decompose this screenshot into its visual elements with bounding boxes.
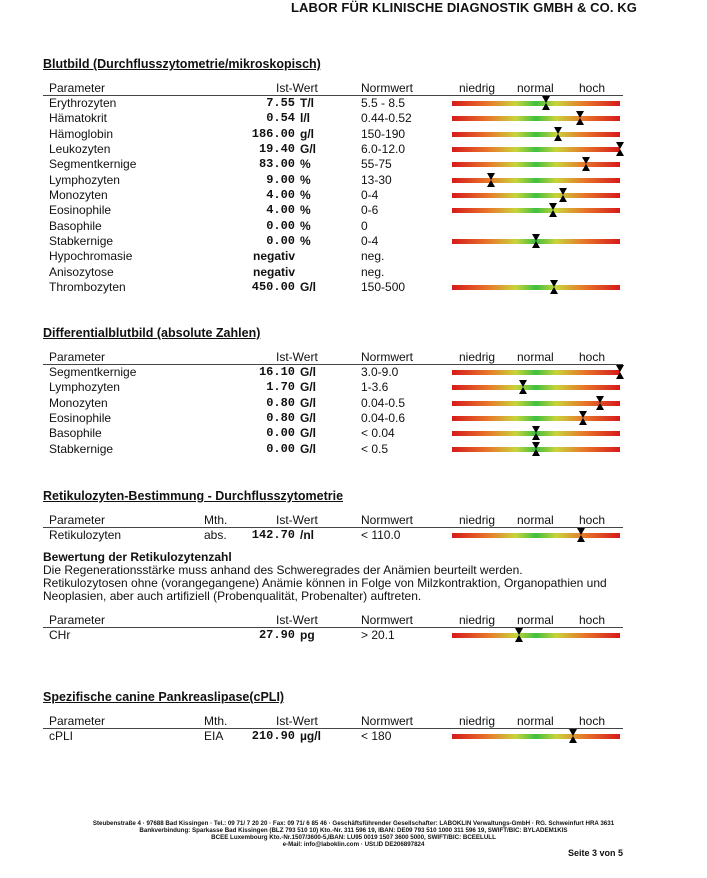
range-marker-icon <box>577 528 585 542</box>
result-unit: pg <box>300 628 315 642</box>
column-header-norm: Normwert <box>361 513 414 527</box>
parameter-name: Segmentkernige <box>49 157 137 172</box>
parameter-name: Basophile <box>49 218 102 233</box>
table-row <box>0 111 707 126</box>
range-marker-icon <box>550 280 558 294</box>
parameter-name: Hämoglobin <box>49 126 114 141</box>
range-marker-icon <box>532 442 540 456</box>
reference-range: 55-75 <box>361 157 392 172</box>
result-value: 7.55 <box>266 96 295 110</box>
bewertung-line-3: Neoplasien, aber auch artifiziell (Probenqualität, Probenalter) auftreten. <box>43 589 422 603</box>
range-bar <box>452 447 620 452</box>
range-bar <box>452 162 620 167</box>
range-bar <box>452 370 620 375</box>
reference-range: < 0.5 <box>361 441 389 456</box>
column-header-parameter: Parameter <box>49 613 106 627</box>
result-value: 4.00 <box>266 187 295 202</box>
method: abs. <box>204 528 227 542</box>
table-row <box>0 426 707 441</box>
result-value: 0.00 <box>266 426 295 441</box>
column-header-norm: Normwert <box>361 714 414 728</box>
reference-range: 6.0-12.0 <box>361 141 406 156</box>
range-marker-icon <box>579 411 587 425</box>
result-unit: % <box>300 233 311 248</box>
result-unit: G/l <box>300 410 317 425</box>
reference-range: < 180 <box>361 729 392 743</box>
range-bar <box>452 239 620 244</box>
result-value: 27.90 <box>258 628 295 642</box>
parameter-name: Eosinophile <box>49 203 112 218</box>
bewertung-title: Bewertung der Retikulozytenzahl <box>43 550 232 564</box>
result-unit: % <box>300 203 311 218</box>
result-value: 0.54 <box>266 111 295 126</box>
table-row <box>0 188 707 203</box>
result-value: 0.00 <box>266 218 295 233</box>
table-row <box>0 249 707 264</box>
range-bar <box>452 734 620 739</box>
result-value: negativ <box>252 264 295 279</box>
column-header-niedrig: niedrig <box>459 350 496 364</box>
column-header-normal: normal <box>517 513 554 527</box>
result-unit: g/l <box>300 126 314 141</box>
column-header-hoch: hoch <box>579 513 606 527</box>
result-unit: % <box>300 187 311 202</box>
parameter-name: Anisozytose <box>49 264 114 279</box>
reference-range: 0-6 <box>361 203 379 218</box>
reference-range: < 110.0 <box>361 528 401 542</box>
result-value: 0.00 <box>266 233 295 248</box>
parameter-name: CHr <box>49 628 71 642</box>
column-header-niedrig: niedrig <box>459 81 496 95</box>
range-bar <box>452 147 620 152</box>
range-bar <box>452 208 620 213</box>
result-value: 0.80 <box>266 410 295 425</box>
table-row <box>0 729 707 744</box>
parameter-name: Lymphozyten <box>49 172 120 187</box>
bewertung-line-1: Die Regenerationsstärke muss anhand des Schweregrades der Anämien beurteilt werden. <box>43 563 523 577</box>
result-unit: l/l <box>300 111 311 126</box>
result-unit: G/l <box>300 279 317 294</box>
range-marker-icon <box>596 396 604 410</box>
column-header-norm: Normwert <box>361 613 414 627</box>
section-title-cpli: Spezifische canine Pankreaslipase(cPLI) <box>43 690 285 704</box>
column-header-norm: Normwert <box>361 350 414 364</box>
parameter-name: Thrombozyten <box>49 279 126 294</box>
range-marker-icon <box>554 127 562 141</box>
result-unit: /nl <box>300 528 314 542</box>
parameter-name: Hämatokrit <box>49 111 108 126</box>
range-bar <box>452 385 620 390</box>
parameter-name: Segmentkernige <box>49 365 137 379</box>
range-bar <box>452 132 620 137</box>
table-row <box>0 234 707 249</box>
reference-range: 13-30 <box>361 172 392 187</box>
range-bar <box>452 431 620 436</box>
range-marker-icon <box>487 173 495 187</box>
column-header-hoch: hoch <box>579 714 606 728</box>
parameter-name: Basophile <box>49 426 102 441</box>
footer-email: e-Mail: info@laboklin.com · USt.ID DE206897824 <box>282 841 425 848</box>
table-row <box>0 173 707 188</box>
parameter-name: Lymphozyten <box>49 380 120 395</box>
range-marker-icon <box>582 157 590 171</box>
range-bar <box>452 101 620 106</box>
result-unit: G/l <box>300 441 317 456</box>
table-row <box>0 442 707 457</box>
result-unit: µg/l <box>300 729 321 743</box>
table-row <box>0 280 707 295</box>
range-bar <box>452 285 620 290</box>
column-header-ist: Ist-Wert <box>276 513 318 527</box>
column-header-hoch: hoch <box>579 81 606 95</box>
parameter-name: Monozyten <box>49 187 108 202</box>
result-unit: G/l <box>300 380 317 395</box>
table-row <box>0 219 707 234</box>
table-row <box>0 96 707 111</box>
result-value: 19.40 <box>258 141 295 156</box>
result-value: negativ <box>252 249 295 264</box>
column-header-hoch: hoch <box>579 350 606 364</box>
range-marker-icon <box>532 234 540 248</box>
range-bar <box>452 116 620 121</box>
result-value: 186.00 <box>251 126 295 141</box>
column-header-ist: Ist-Wert <box>276 81 318 95</box>
result-value: 0.80 <box>266 395 295 410</box>
column-header-parameter: Parameter <box>49 513 106 527</box>
range-bar <box>452 193 620 198</box>
column-header-norm: Normwert <box>361 81 414 95</box>
range-marker-icon <box>532 426 540 440</box>
parameter-name: Stabkernige <box>49 441 114 456</box>
reference-range: neg. <box>361 249 385 264</box>
reference-range: > 20.1 <box>361 628 395 642</box>
parameter-name: Retikulozyten <box>49 528 122 542</box>
footer-bank-lux: BCEE Luxembourg Kto.-Nr.1507/3600-5,IBAN: LU95 0019 1507 3600 5000, SWIFT/BIC: BCEELULL <box>211 834 496 841</box>
column-header-niedrig: niedrig <box>459 513 496 527</box>
column-header-normal: normal <box>517 81 554 95</box>
reference-range: 0.04-0.6 <box>361 410 406 425</box>
reference-range: 0-4 <box>361 233 379 248</box>
result-unit: G/l <box>300 141 317 156</box>
range-marker-icon <box>515 628 523 642</box>
column-header-ist: Ist-Wert <box>276 613 318 627</box>
column-header-mth: Mth. <box>204 513 228 527</box>
table-row <box>0 203 707 218</box>
column-header-parameter: Parameter <box>49 714 106 728</box>
range-marker-icon <box>576 111 584 125</box>
result-value: 210.90 <box>251 729 295 743</box>
column-header-hoch: hoch <box>579 613 606 627</box>
reference-range: 1-3.6 <box>361 380 389 395</box>
reference-range: 0-4 <box>361 187 379 202</box>
table-row <box>0 265 707 280</box>
reference-range: 150-190 <box>361 126 406 141</box>
result-unit: % <box>300 157 311 172</box>
parameter-name: Hypochromasie <box>49 249 133 264</box>
table-row <box>0 628 707 643</box>
reference-range: neg. <box>361 264 385 279</box>
result-value: 83.00 <box>258 157 295 172</box>
range-bar <box>452 178 620 183</box>
range-bar <box>452 416 620 421</box>
footer-bank: Bankverbindung: Sparkasse Bad Kissingen (BLZ 793 510 10) Kto.-Nr. 311 596 19, IBAN: DE09 793 510 1000 311 596 19, SWIFT/BIC: BYLADEM1KIS <box>139 827 568 834</box>
column-header-parameter: Parameter <box>49 350 106 364</box>
column-header-parameter: Parameter <box>49 81 106 95</box>
page-number: Seite 3 von 5 <box>567 848 623 858</box>
column-header-niedrig: niedrig <box>459 613 496 627</box>
range-bar <box>452 401 620 406</box>
table-row <box>0 528 707 543</box>
reference-range: 0 <box>361 218 368 233</box>
column-header-niedrig: niedrig <box>459 714 496 728</box>
range-marker-icon <box>559 188 567 202</box>
range-marker-icon <box>616 365 624 379</box>
range-marker-icon <box>569 729 577 743</box>
table-row <box>0 411 707 426</box>
table-row <box>0 380 707 395</box>
table-row <box>0 365 707 380</box>
result-unit: % <box>300 172 311 187</box>
result-value: 9.00 <box>266 172 295 187</box>
result-value: 16.10 <box>258 365 295 379</box>
table-row <box>0 142 707 157</box>
reference-range: 150-500 <box>361 279 406 294</box>
range-marker-icon <box>549 203 557 217</box>
column-header-ist: Ist-Wert <box>276 714 318 728</box>
range-bar <box>452 633 620 638</box>
result-unit: G/l <box>300 395 317 410</box>
parameter-name: Leukozyten <box>49 141 111 156</box>
range-marker-icon <box>542 96 550 110</box>
column-header-mth: Mth. <box>204 714 228 728</box>
range-bar <box>452 533 620 538</box>
reference-range: 0.44-0.52 <box>361 111 412 126</box>
result-unit: G/l <box>300 365 317 379</box>
result-value: 1.70 <box>266 380 295 395</box>
bewertung-line-2: Retikulozytosen ohne (vorangegangene) Anämie können in Folge von Milzkontraktion, Organopathien und <box>43 576 607 590</box>
result-unit: % <box>300 218 311 233</box>
result-value: 450.00 <box>251 279 295 294</box>
result-value: 4.00 <box>266 203 295 218</box>
result-value: 0.00 <box>266 441 295 456</box>
result-unit: G/l <box>300 426 317 441</box>
reference-range: < 0.04 <box>361 426 395 441</box>
range-marker-icon <box>519 380 527 394</box>
footer-address: Steubenstraße 4 · 97688 Bad Kissingen · Tel.: 09 71/ 7 20 20 · Fax: 09 71/ 6 85 46 · Geschäftsführender Gesellschafter: LABOKLIN Verwaltungs-GmbH · RG. Schweinfurt HRA 3631 <box>92 820 615 827</box>
section-title-retikulozyten: Retikulozyten-Bestimmung - Durchflusszytometrie <box>43 489 344 503</box>
section-title-differential: Differentialblutbild (absolute Zahlen) <box>43 326 261 340</box>
parameter-name: Eosinophile <box>49 410 112 425</box>
table-row <box>0 127 707 142</box>
result-value: 142.70 <box>251 528 295 542</box>
section-title-blutbild: Blutbild (Durchflusszytometrie/mikroskopisch) <box>43 57 321 71</box>
column-header-normal: normal <box>517 350 554 364</box>
method: EIA <box>204 729 224 743</box>
column-header-normal: normal <box>517 714 554 728</box>
parameter-name: Monozyten <box>49 395 108 410</box>
range-marker-icon <box>616 142 624 156</box>
reference-range: 3.0-9.0 <box>361 365 399 379</box>
reference-range: 5.5 - 8.5 <box>361 96 406 110</box>
parameter-name: Stabkernige <box>49 233 114 248</box>
parameter-name: Erythrozyten <box>49 96 117 110</box>
result-unit: T/l <box>300 96 314 110</box>
parameter-name: cPLI <box>49 729 74 743</box>
table-row <box>0 157 707 172</box>
column-header-ist: Ist-Wert <box>276 350 318 364</box>
lab-header: LABOR FÜR KLINISCHE DIAGNOSTIK GMBH & CO. KG <box>290 0 637 15</box>
column-header-normal: normal <box>517 613 554 627</box>
table-row <box>0 396 707 411</box>
reference-range: 0.04-0.5 <box>361 395 406 410</box>
